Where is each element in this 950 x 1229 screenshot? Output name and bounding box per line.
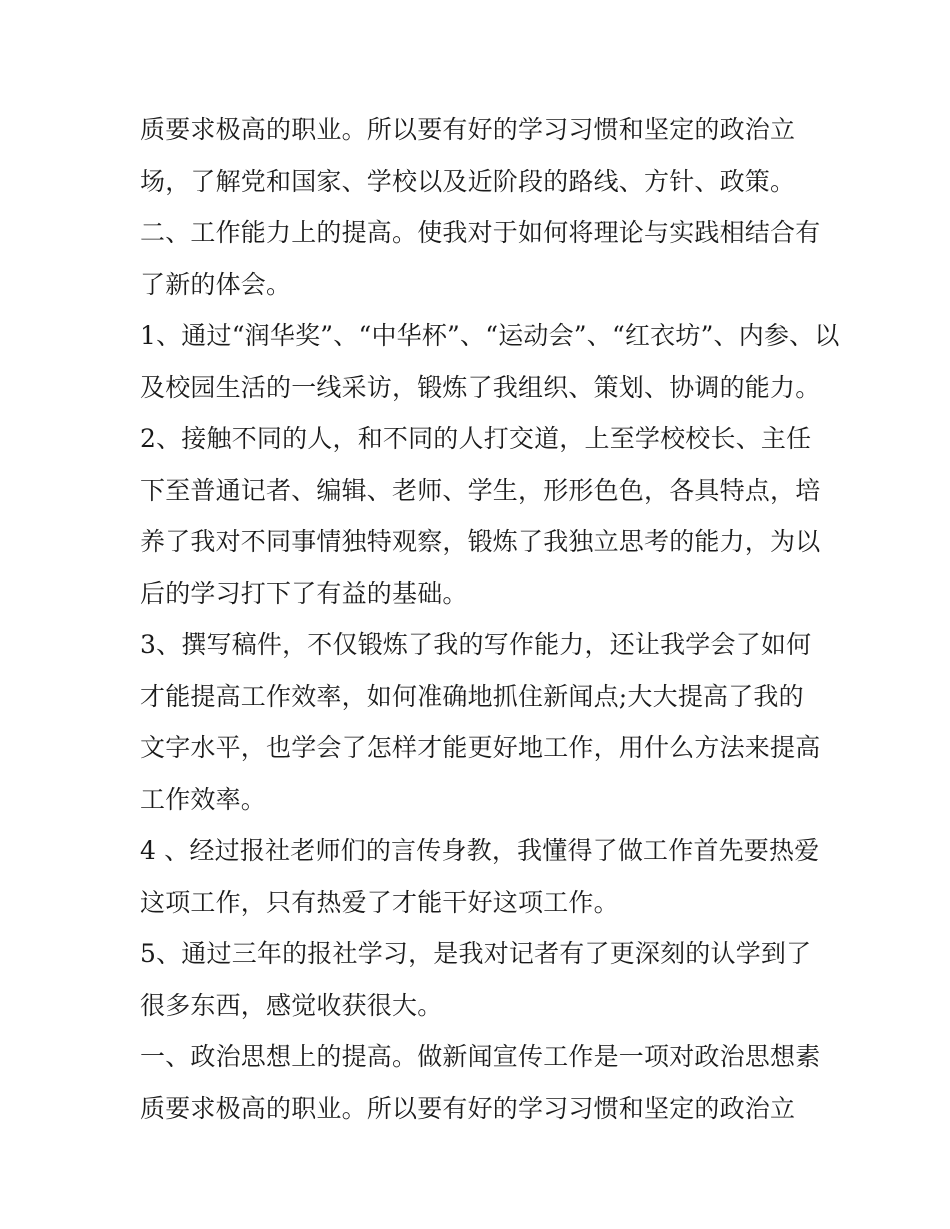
text-line: 才能提高工作效率，如何准确地抓住新闻点;大大提高了我的 [140, 681, 804, 711]
text-line: 1、通过“润华奖”、“中华杯”、“运动会”、“红衣坊”、内参、以 [140, 321, 840, 350]
text-line: 很多东西，感觉收获很大。 [140, 990, 443, 1020]
text-line: 3、撰写稿件，不仅锻炼了我的写作能力，还让我学会了如何 [140, 630, 812, 659]
text-line: 一、政治思想上的提高。做新闻宣传工作是一项对政治思想素 [140, 1042, 821, 1071]
text-line: 文字水平，也学会了怎样才能更好地工作，用什么方法来提高 [140, 733, 821, 762]
text-line: 工作效率。 [140, 784, 267, 814]
text-line: 了新的体会。 [140, 269, 292, 299]
text-line: 4 、经过报社老师们的言传身教，我懂得了做工作首先要热爱 [140, 836, 820, 865]
text-line: 这项工作，只有热爱了才能干好这项工作。 [140, 887, 619, 917]
text-line: 5、通过三年的报社学习，是我对记者有了更深刻的认学到了 [140, 939, 812, 968]
text-line: 下至普通记者、编辑、老师、学生，形形色色，各具特点，培 [140, 475, 821, 505]
text-line: 2、接触不同的人，和不同的人打交道，上至学校校长、主任 [140, 424, 812, 453]
text-line: 质要求极高的职业。所以要有好的学习习惯和坚定的政治立 [140, 115, 796, 144]
text-line: 质要求极高的职业。所以要有好的学习习惯和坚定的政治立 [140, 1093, 796, 1123]
text-line: 场，了解党和国家、学校以及近阶段的路线、方针、政策。 [140, 166, 796, 196]
text-line: 养了我对不同事情独特观察，锻炼了我独立思考的能力，为以 [140, 527, 821, 556]
text-line: 后的学习打下了有益的基础。 [140, 578, 468, 608]
text-line: 二、工作能力上的提高。使我对于如何将理论与实践相结合有 [140, 218, 821, 247]
text-line: 及校园生活的一线采访，锻炼了我组织、策划、协调的能力。 [140, 372, 821, 402]
document-body [140, 104, 840, 1134]
